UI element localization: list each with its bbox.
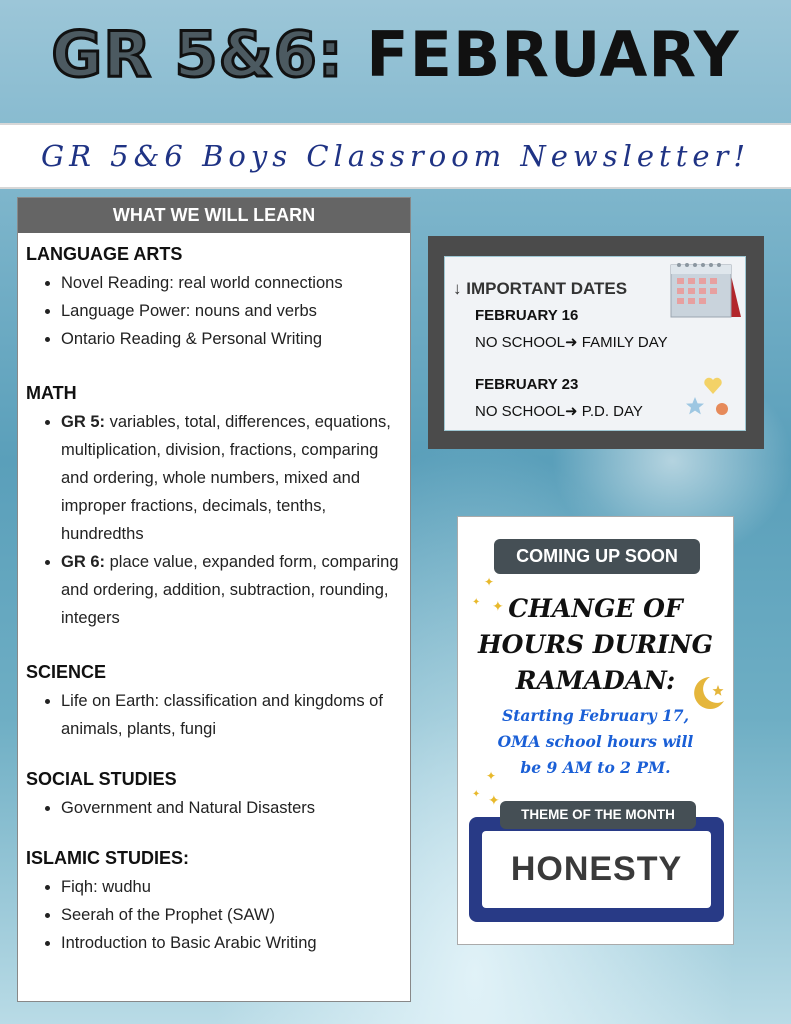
gr6-label: GR 6: — [61, 553, 106, 571]
sparkle-icon: ✦ — [492, 599, 504, 615]
list-item: • Ontario Reading & Personal Writing — [61, 325, 402, 353]
title-grade: GR 5&6: — [51, 18, 344, 91]
sparkle-icon: ✦ — [488, 793, 500, 809]
list-item: • Government and Natural Disasters — [61, 794, 402, 822]
list-item — [61, 548, 402, 632]
list-item: • Novel Reading: real world connections — [61, 269, 402, 297]
section-title-social-studies: SOCIAL STUDIES — [26, 769, 177, 789]
calendar-icon — [669, 261, 745, 323]
detail-line: Starting February 17, — [502, 706, 689, 725]
math-list — [26, 408, 402, 632]
list-item: • Seerah of the Prophet (SAW) — [61, 901, 402, 929]
gr5-text: variables, total, differences, equations, multiplication, division, fractions, comparing and ordering, whole numbers, mixed and improper fractions, decimals, tenths, hundredths — [61, 413, 391, 543]
list-item — [61, 408, 402, 548]
coming-up-card — [457, 516, 734, 945]
ramadan-details — [458, 703, 733, 781]
list-item: • Introduction to Basic Arabic Writing — [61, 929, 402, 957]
coming-up-label: COMING UP SOON — [494, 539, 700, 574]
sparkle-icon: ✦ — [484, 575, 495, 589]
date-1: FEBRUARY 16 — [475, 307, 579, 324]
list-item: • Fiqh: wudhu — [61, 873, 402, 901]
important-dates-board — [428, 236, 764, 449]
gr5-label: GR 5: — [61, 413, 106, 431]
star-icon — [685, 396, 705, 416]
sparkle-icon: ✦ — [486, 769, 497, 783]
list-item: • Life on Earth: classification and kingdoms of animals, plants, fungi — [61, 687, 402, 743]
section-title-science: SCIENCE — [26, 662, 107, 682]
list-item: • Language Power: nouns and verbs — [61, 297, 402, 325]
detail-line: be 9 AM to 2 PM. — [520, 758, 671, 777]
headline-line: HOURS DURING — [478, 630, 713, 659]
newsletter-title — [0, 18, 791, 91]
heart-icon — [703, 377, 723, 395]
section-title-language-arts: LANGUAGE ARTS — [26, 244, 183, 264]
important-dates-card — [444, 256, 746, 431]
theme-frame — [469, 817, 724, 922]
headline-line: RAMADAN: — [515, 666, 676, 695]
language-arts-list — [26, 269, 402, 353]
headline-line: CHANGE OF — [508, 594, 683, 623]
title-month: FEBRUARY — [366, 18, 740, 91]
sparkle-icon: ✦ — [472, 597, 481, 608]
learn-panel — [17, 197, 411, 1002]
sparkle-icon: ✦ — [472, 789, 481, 800]
science-list — [26, 687, 402, 743]
date-1-note: NO SCHOOL➜ FAMILY DAY — [475, 334, 668, 351]
ball-icon — [715, 402, 729, 416]
islamic-studies-list — [26, 873, 402, 957]
detail-line: OMA school hours will — [497, 732, 694, 751]
learn-heading: WHAT WE WILL LEARN — [18, 198, 410, 233]
gr6-text: place value, expanded form, comparing and ordering, addition, subtraction, rounding, integers — [61, 553, 399, 627]
important-dates-title: ↓ IMPORTANT DATES — [453, 279, 628, 298]
section-title-islamic-studies: ISLAMIC STUDIES: — [26, 848, 190, 868]
learn-body — [18, 233, 410, 957]
social-studies-list — [26, 794, 402, 822]
section-title-math: MATH — [26, 383, 77, 403]
ramadan-headline — [458, 591, 733, 699]
newsletter-banner: GR 5&6 Boys Classroom Newsletter! — [0, 123, 791, 189]
date-2-note: NO SCHOOL➜ P.D. DAY — [475, 403, 643, 420]
theme-value: HONESTY — [482, 831, 711, 908]
date-2: FEBRUARY 23 — [475, 376, 579, 393]
theme-label: THEME OF THE MONTH — [500, 801, 696, 829]
